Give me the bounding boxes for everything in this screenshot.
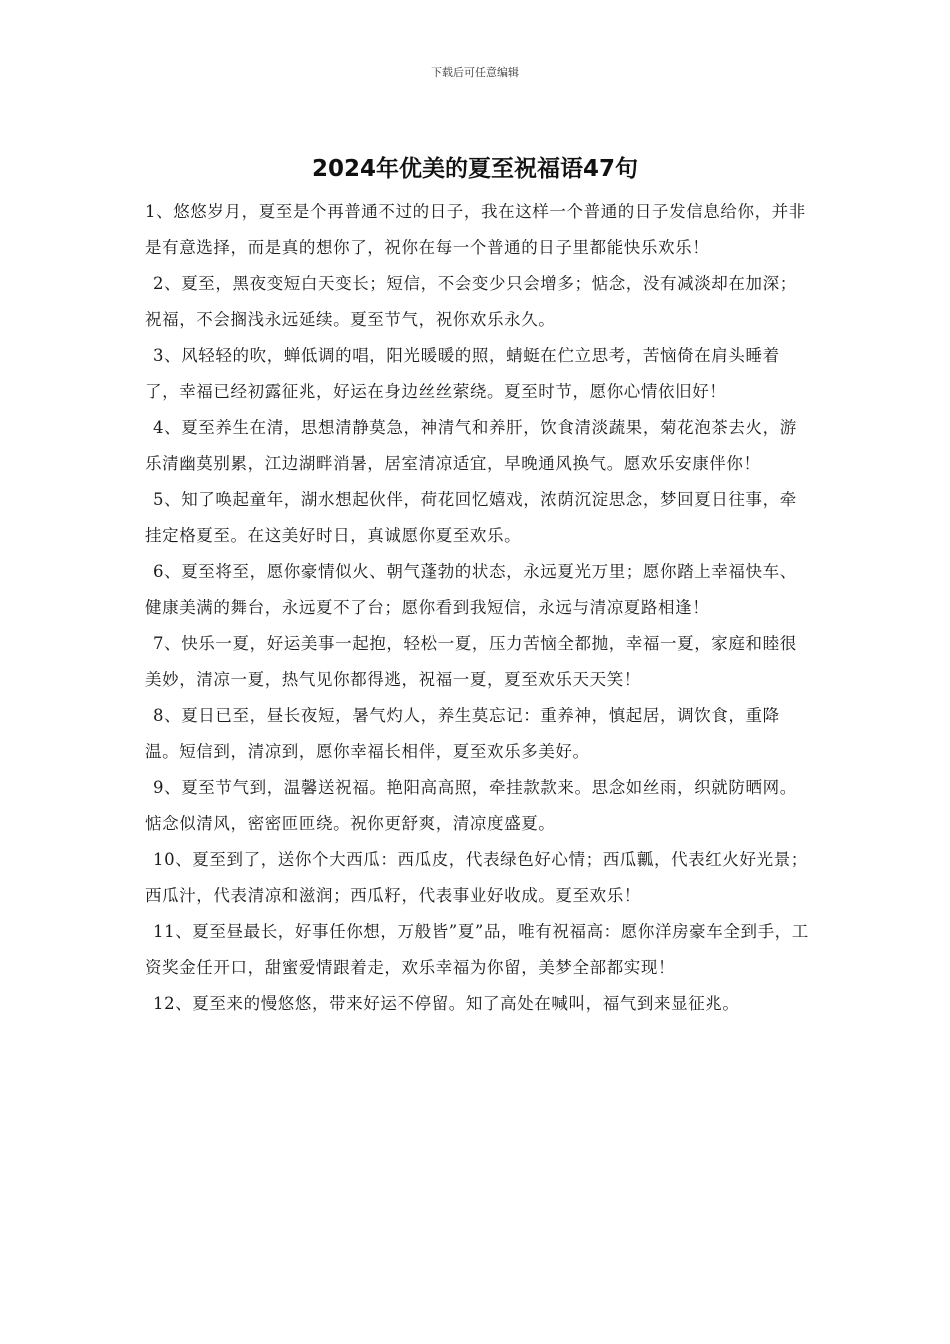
paragraph-5: 5、知了唤起童年，湖水想起伙伴，荷花回忆嬉戏，浓荫沉淀思念，梦回夏日往事，牵挂定格夏至。在这美好时日，真诚愿你夏至欢乐。 xyxy=(145,490,797,545)
paragraph-11: 11、夏至昼最长，好事任你想，万般皆”夏”品，唯有祝福高：愿你洋房豪车全到手，工资奖金任开口，甜蜜爱情跟着走，欢乐幸福为你留，美梦全部都实现！ xyxy=(145,922,809,977)
paragraph-6: 6、夏至将至，愿你豪情似火、朝气蓬勃的状态，永远夏光万里；愿你踏上幸福快车、健康美满的舞台，永远夏不了台；愿你看到我短信，永远与清凉夏路相逢！ xyxy=(145,562,797,617)
document-title: 2024年优美的夏至祝福语47句 xyxy=(311,156,639,182)
paragraph-1: 1、悠悠岁月，夏至是个再普通不过的日子，我在这样一个普通的日子发信息给你，并非是有意选择，而是真的想你了，祝你在每一个普通的日子里都能快乐欢乐！ xyxy=(145,202,806,257)
document-body xyxy=(145,194,813,1022)
paragraph-2: 2、夏至，黑夜变短白天变长；短信，不会变少只会增多；惦念，没有减淡却在加深；祝福，不会搁浅永远延续。夏至节气，祝你欢乐永久。 xyxy=(145,274,797,329)
paragraph-10: 10、夏至到了，送你个大西瓜：西瓜皮，代表绿色好心情；西瓜瓤，代表红火好光景；西瓜汁，代表清凉和滋润；西瓜籽，代表事业好收成。夏至欢乐！ xyxy=(145,850,808,905)
paragraph-4: 4、夏至养生在清，思想清静莫急，神清气和养肝，饮食清淡蔬果，菊花泡茶去火，游乐清幽莫别累，江边湖畔消暑，居室清凉适宜，早晚通风换气。愿欢乐安康伴你！ xyxy=(145,418,797,473)
paragraph-7: 7、快乐一夏，好运美事一起抱，轻松一夏，压力苦恼全都抛，幸福一夏，家庭和睦很美妙，清凉一夏，热气见你都得逃，祝福一夏，夏至欢乐天天笑！ xyxy=(145,634,797,689)
paragraph-12: 12、夏至来的慢悠悠，带来好运不停留。知了高处在喊叫，福气到来显征兆。 xyxy=(153,994,740,1013)
paragraph-9: 9、夏至节气到，温馨送祝福。艳阳高高照，牵挂款款来。思念如丝雨，织就防晒网。惦念似清风，密密匝匝绕。祝你更舒爽，清凉度盛夏。 xyxy=(145,778,797,833)
paragraph-8: 8、夏日已至，昼长夜短，暑气灼人，养生莫忘记：重养神，慎起居，调饮食，重降温。短信到，清凉到，愿你幸福长相伴，夏至欢乐多美好。 xyxy=(145,706,780,761)
header-note: 下载后可任意编辑 xyxy=(431,66,519,79)
paragraph-3: 3、风轻轻的吹，蝉低调的唱，阳光暖暖的照，蜻蜓在伫立思考，苦恼倚在肩头睡着了，幸福已经初露征兆，好运在身边丝丝萦绕。夏至时节，愿你心情依旧好！ xyxy=(145,346,780,401)
